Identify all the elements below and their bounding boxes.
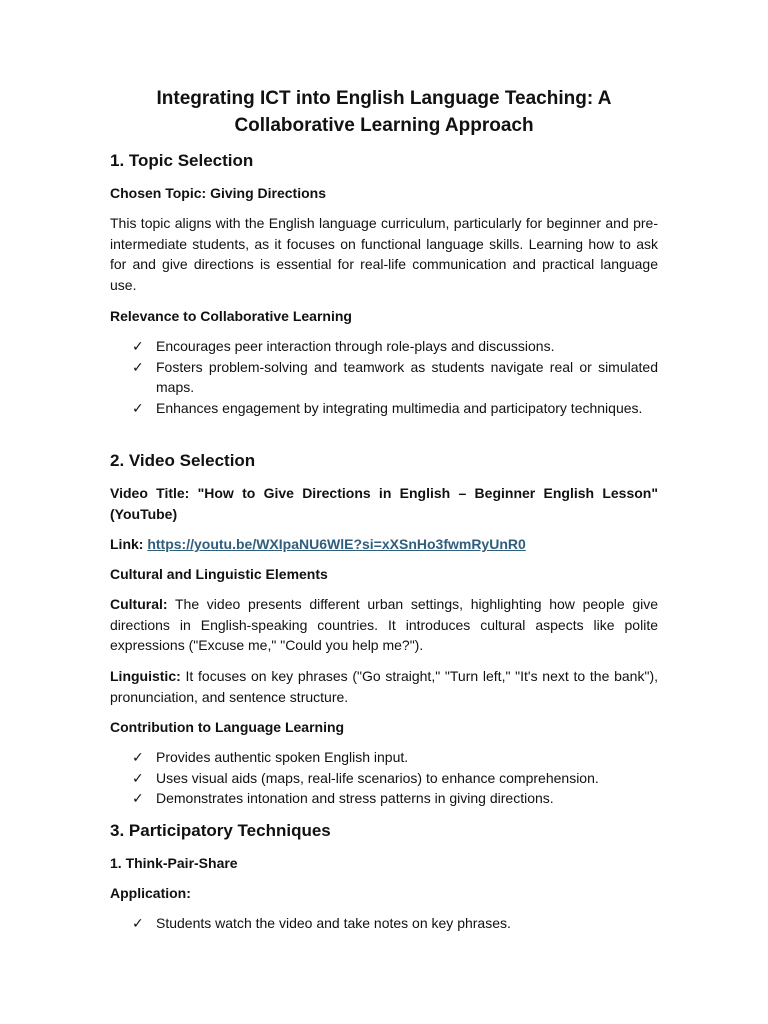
link-label: Link:: [110, 536, 144, 552]
application-label: Application:: [110, 885, 191, 901]
check-icon: ✓: [132, 790, 144, 806]
list-item-text: Uses visual aids (maps, real-life scenarios) to enhance comprehension.: [156, 769, 599, 786]
list-item: [110, 747, 658, 768]
list-item-text: Enhances engagement by integrating multimedia and participatory techniques.: [156, 399, 643, 416]
check-icon: ✓: [132, 769, 144, 786]
cultural-linguistic-heading: Cultural and Linguistic Elements: [110, 566, 328, 582]
relevance-list: [110, 336, 658, 418]
linguistic-text: It focuses on key phrases ("Go straight," "Turn left," "It's next to the bank"), pronunciation, and sentence structure.: [110, 668, 658, 705]
section-heading-video-selection: 2. Video Selection: [110, 451, 256, 470]
list-item-text: Fosters problem-solving and teamwork as students navigate real or simulated maps.: [156, 358, 658, 395]
relevance-heading: Relevance to Collaborative Learning: [110, 308, 352, 324]
list-item: [110, 768, 658, 789]
cultural-label: Cultural:: [110, 596, 168, 612]
section-heading-participatory-techniques: 3. Participatory Techniques: [110, 821, 331, 840]
check-icon: ✓: [132, 338, 144, 354]
cultural-text: The video presents different urban settings, highlighting how people give directions in English-speaking countries. It introduces cultural aspects like polite expressions ("Excuse me," "Could you help me?").: [110, 596, 658, 653]
list-item-text: Students watch the video and take notes on key phrases.: [156, 915, 511, 931]
technique-heading: 1. Think-Pair-Share: [110, 855, 238, 871]
list-item: [110, 336, 658, 357]
list-item: [110, 788, 658, 809]
check-icon: ✓: [132, 358, 144, 375]
video-link-line: [110, 534, 658, 555]
contribution-heading: Contribution to Language Learning: [110, 719, 345, 735]
document-title: Integrating ICT into English Language Teaching: A Collaborative Learning Approach: [156, 88, 612, 136]
check-icon: ✓: [132, 915, 144, 931]
video-title: Video Title: "How to Give Directions in English – Beginner English Lesson" (YouTube): [110, 485, 658, 522]
contribution-list: [110, 747, 658, 809]
list-item: [110, 357, 658, 398]
video-link[interactable]: https://youtu.be/WXIpaNU6WlE?si=xXSnHo3fwmRyUnR0: [147, 536, 526, 552]
check-icon: ✓: [132, 749, 144, 765]
chosen-topic-heading: Chosen Topic: Giving Directions: [110, 185, 326, 201]
list-item: [110, 913, 658, 934]
check-icon: ✓: [132, 399, 144, 416]
section-heading-topic-selection: 1. Topic Selection: [110, 151, 254, 170]
list-item-text: Provides authentic spoken English input.: [156, 749, 409, 765]
linguistic-label: Linguistic:: [110, 668, 181, 684]
linguistic-paragraph: [110, 666, 658, 707]
list-item-text: Encourages peer interaction through role-plays and discussions.: [156, 338, 555, 354]
topic-description: This topic aligns with the English language curriculum, particularly for beginner and pre-intermediate students, as it focuses on functional language skills. Learning how to ask for and give directions is essential for real-life communication and practical language use.: [110, 215, 658, 293]
cultural-paragraph: [110, 594, 658, 656]
list-item: [110, 398, 658, 419]
application-list: [110, 913, 658, 934]
list-item-text: Demonstrates intonation and stress patterns in giving directions.: [156, 790, 554, 806]
